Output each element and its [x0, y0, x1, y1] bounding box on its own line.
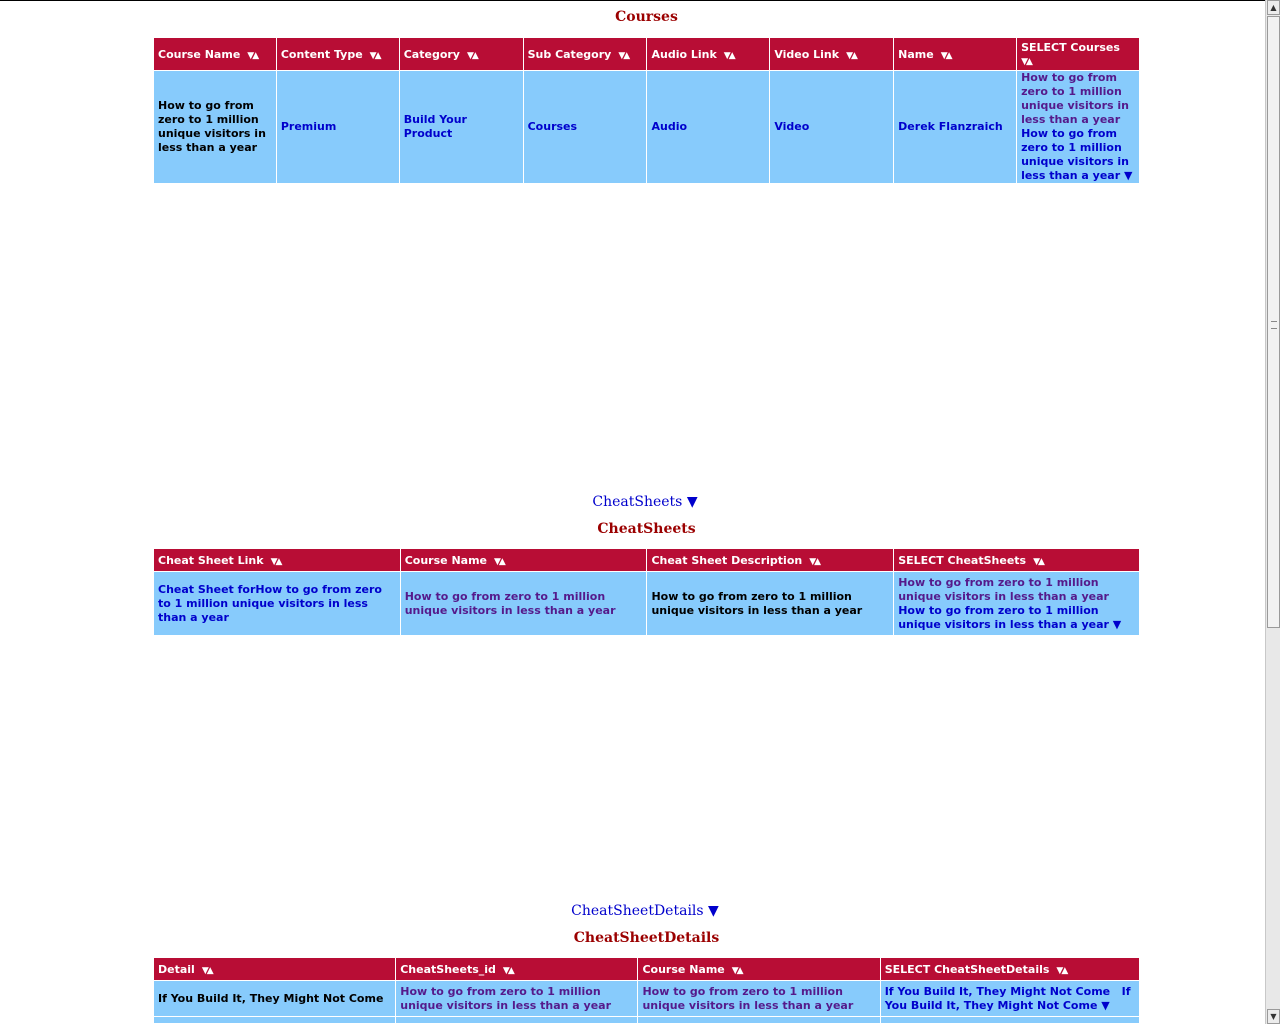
sort-arrows-icon[interactable]: ▼▲	[723, 50, 734, 61]
sort-arrows-icon[interactable]: ▼▲	[1056, 965, 1067, 976]
scroll-down-arrow-icon[interactable]: ▼	[1267, 1009, 1280, 1024]
header-label: Course Name	[642, 962, 725, 976]
cheatsheetdetails-title: CheatSheetDetails	[573, 930, 720, 946]
header-label: Audio Link	[651, 47, 717, 61]
cheatsheetdetails-table	[153, 957, 1140, 1024]
header-label: SELECT CheatSheets	[898, 553, 1027, 567]
header-label: Course Name	[158, 47, 241, 61]
header-label: Cheat Sheet Description	[651, 553, 803, 567]
cell-description: How to go from zero to 1 million unique visitors in less than a year	[647, 572, 893, 635]
col-audio-link[interactable]	[647, 38, 769, 70]
header-label: Category	[403, 47, 460, 61]
header-label: SELECT Courses	[1021, 41, 1120, 54]
col-detail[interactable]	[154, 958, 395, 980]
cell-name[interactable]: Derek Flanzraich	[894, 71, 1016, 183]
courses-table	[153, 37, 1140, 184]
sort-arrows-icon[interactable]: ▼▲	[731, 965, 742, 976]
col-content-type[interactable]	[277, 38, 399, 70]
table-row	[154, 572, 1139, 635]
cheatsheetdetails-toggle-link[interactable]: CheatSheetDetails ▼	[571, 903, 719, 919]
select-link-a[interactable]: How to go from zero to 1 million unique visitors in less than a year	[898, 575, 1109, 603]
select-link-a[interactable]: How to go from zero to 1 million unique visitors in less than a year	[1021, 71, 1129, 126]
cell-video-link[interactable]: Video	[770, 71, 893, 183]
col-course-name[interactable]	[638, 958, 879, 980]
cell-content-type[interactable]: Premium	[277, 71, 399, 183]
header-label: CheatSheets_id	[400, 962, 496, 976]
table-row	[154, 1017, 1139, 1023]
cell-empty	[638, 1017, 879, 1023]
col-select-cheatsheets[interactable]	[894, 549, 1139, 571]
cell-detail: If You Build It, They Might Not Come	[154, 981, 395, 1016]
cell-sub-category[interactable]: Courses	[524, 71, 647, 183]
col-video-link[interactable]	[770, 38, 893, 70]
cell-cheatsheets-id[interactable]: How to go from zero to 1 million unique visitors in less than a year	[396, 981, 637, 1016]
header-label: SELECT CheatSheetDetails	[884, 962, 1050, 976]
col-sub-category[interactable]	[524, 38, 647, 70]
header-label: Course Name	[404, 553, 487, 567]
cell-empty	[881, 1017, 1139, 1023]
col-name[interactable]	[894, 38, 1016, 70]
sort-arrows-icon[interactable]: ▼▲	[1021, 57, 1031, 67]
scrollbar-thumb[interactable]	[1267, 16, 1280, 628]
sort-arrows-icon[interactable]: ▼▲	[247, 50, 258, 61]
sort-arrows-icon[interactable]: ▼▲	[502, 965, 513, 976]
col-cheat-sheet-description[interactable]	[647, 549, 893, 571]
cell-audio-link[interactable]: Audio	[647, 71, 769, 183]
cell-course-name: How to go from zero to 1 million unique visitors in less than a year	[154, 71, 276, 183]
col-select-courses[interactable]	[1017, 38, 1139, 70]
cheatsheets-header-row	[154, 549, 1139, 571]
sort-arrows-icon[interactable]: ▼▲	[940, 50, 951, 61]
header-label: Detail	[158, 962, 195, 976]
header-label: Video Link	[774, 47, 840, 61]
header-label: Content Type	[280, 47, 363, 61]
col-cheatsheets-id[interactable]	[396, 958, 637, 980]
col-select-cheatsheetdetails[interactable]	[881, 958, 1139, 980]
courses-header-row	[154, 38, 1139, 70]
cell-cheat-sheet-link[interactable]: Cheat Sheet forHow to go from zero to 1 million unique visitors in less than a year	[154, 572, 400, 635]
select-link-b[interactable]: How to go from zero to 1 million unique visitors in less than a year ▼	[898, 603, 1122, 631]
col-cheat-sheet-link[interactable]	[154, 549, 400, 571]
details-header-row	[154, 958, 1139, 980]
select-link-a[interactable]: If You Build It, They Might Not Come	[884, 984, 1111, 998]
select-link-b[interactable]: How to go from zero to 1 million unique visitors in less than a year ▼	[1021, 127, 1133, 182]
scroll-up-arrow-icon[interactable]: ▲	[1267, 0, 1280, 15]
header-label: Sub Category	[527, 47, 612, 61]
cheatsheets-title: CheatSheets	[597, 521, 696, 537]
sort-arrows-icon[interactable]: ▼▲	[270, 556, 281, 567]
header-label: Cheat Sheet Link	[158, 553, 264, 567]
grip-icon	[1271, 321, 1277, 329]
sort-arrows-icon[interactable]: ▼▲	[201, 965, 212, 976]
sort-arrows-icon[interactable]: ▼▲	[369, 50, 380, 61]
sort-arrows-icon[interactable]: ▼▲	[846, 50, 856, 61]
col-course-name[interactable]	[154, 38, 276, 70]
table-row	[154, 71, 1139, 183]
sort-arrows-icon[interactable]: ▼▲	[1033, 556, 1043, 567]
cell-select-cheatsheetdetails	[881, 981, 1139, 1016]
vertical-scrollbar[interactable]	[1265, 0, 1280, 1024]
sort-arrows-icon[interactable]: ▼▲	[618, 50, 629, 61]
header-label: Name	[898, 47, 934, 61]
top-border	[0, 0, 1265, 1]
cell-category[interactable]: Build Your Product	[400, 71, 523, 183]
cheatsheets-toggle-link[interactable]: CheatSheets ▼	[592, 494, 698, 510]
sort-arrows-icon[interactable]: ▼▲	[466, 50, 477, 61]
cell-select-cheatsheets	[894, 572, 1139, 635]
cell-course-name[interactable]: How to go from zero to 1 million unique visitors in less than a year	[401, 572, 647, 635]
cell-course-name[interactable]: How to go from zero to 1 million unique visitors in less than a year	[638, 981, 879, 1016]
cheatsheets-table	[153, 548, 1140, 636]
cell-empty	[154, 1017, 395, 1023]
cell-select-courses	[1017, 71, 1139, 183]
table-row	[154, 981, 1139, 1016]
cell-empty	[396, 1017, 637, 1023]
select-link-b[interactable]: If You Build It, They Might Not Come ▼	[884, 984, 1131, 1012]
sort-arrows-icon[interactable]: ▼▲	[809, 556, 820, 567]
sort-arrows-icon[interactable]: ▼▲	[494, 556, 504, 567]
col-course-name[interactable]	[401, 549, 647, 571]
col-category[interactable]	[400, 38, 523, 70]
courses-title: Courses	[615, 9, 678, 25]
